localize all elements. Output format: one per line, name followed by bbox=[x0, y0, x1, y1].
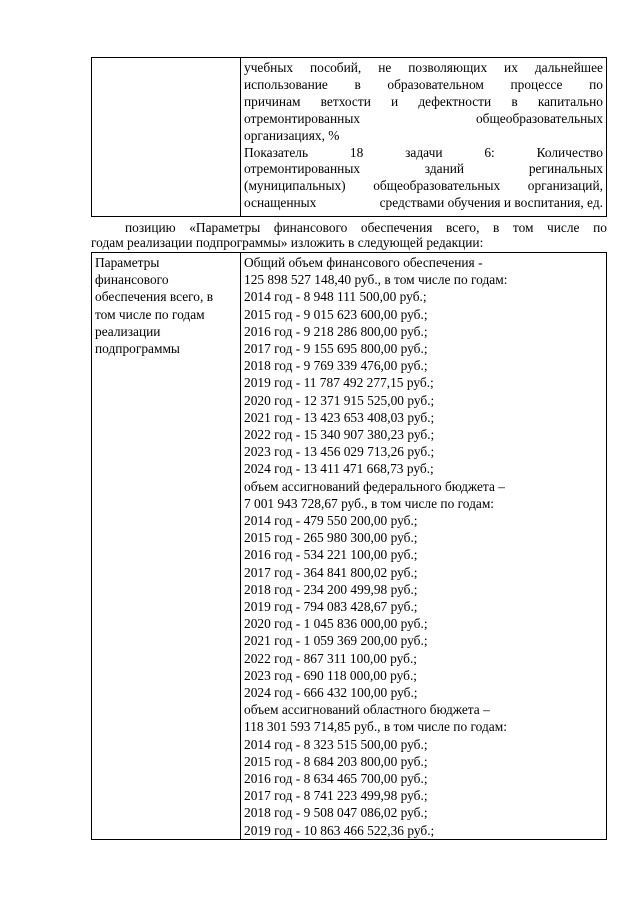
amount-line: 118 301 593 714,85 руб., в том числе по годам: bbox=[244, 719, 507, 735]
table-left-cell-empty bbox=[92, 58, 241, 216]
amount-line: 2019 год - 11 787 492 277,15 руб.; bbox=[244, 375, 434, 391]
indicator-text-line bbox=[244, 94, 603, 109]
amount-line: 2016 год - 8 634 465 700,00 руб.; bbox=[244, 771, 428, 786]
paragraph-line-1 bbox=[125, 220, 607, 235]
indicator-text-line bbox=[244, 128, 339, 143]
amount-line: объем ассигнований федерального бюджета – bbox=[244, 478, 505, 494]
amount-line: 2022 год - 15 340 907 380,23 руб.; bbox=[244, 427, 435, 442]
amount-line: 2020 год - 12 371 915 525,00 руб.; bbox=[244, 392, 435, 408]
amount-line: 2014 год - 479 550 200,00 руб.; bbox=[244, 513, 418, 528]
word: процессе bbox=[510, 76, 563, 92]
amount-line: 2020 год - 1 045 836 000,00 руб.; bbox=[244, 616, 428, 632]
word: (муниципальных) bbox=[244, 178, 346, 194]
amount-line: Общий объем финансового обеспечения - bbox=[244, 255, 483, 270]
word: дефектности bbox=[418, 93, 492, 109]
word: и bbox=[391, 93, 399, 109]
amount-line: 2018 год - 234 200 499,98 руб.; bbox=[244, 581, 418, 597]
word: общеобразовательных bbox=[373, 178, 501, 194]
table-continuation bbox=[91, 57, 607, 217]
indicator-text-line bbox=[244, 195, 603, 210]
word: регинальных bbox=[528, 161, 603, 177]
table-right-cell-amounts bbox=[241, 253, 606, 839]
word: позицию bbox=[125, 220, 176, 235]
indicator-text-line bbox=[244, 77, 603, 92]
label-line: обеспечения всего, в bbox=[95, 289, 214, 305]
word: в bbox=[354, 76, 361, 92]
label-line: подпрограммы bbox=[95, 341, 180, 356]
indicator-text-line bbox=[244, 111, 603, 126]
word: их bbox=[504, 60, 518, 75]
amount-line: 2014 год - 8 323 515 500,00 руб.; bbox=[244, 736, 428, 752]
amount-line: 2017 год - 8 741 223 499,98 руб.; bbox=[244, 788, 428, 804]
word: 6: bbox=[484, 144, 495, 160]
amount-line: 2018 год - 9 508 047 086,02 руб.; bbox=[244, 805, 428, 821]
label-line: финансового bbox=[95, 272, 169, 288]
word: отремонтированных bbox=[244, 110, 361, 126]
table-right-cell-indicators bbox=[241, 58, 606, 216]
word: задачи bbox=[405, 144, 443, 160]
indicator-text-line bbox=[244, 161, 603, 176]
amount-line: 2016 год - 9 218 286 800,00 руб.; bbox=[244, 323, 428, 339]
amount-line: 2017 год - 9 155 695 800,00 руб.; bbox=[244, 341, 428, 356]
amount-line: 2024 год - 666 432 100,00 руб.; bbox=[244, 685, 418, 700]
word: в bbox=[511, 93, 518, 109]
paragraph-line-2: годам реализации подпрограммы» изложить в следующей редакции: bbox=[91, 235, 484, 250]
indicator-text-line bbox=[244, 145, 603, 160]
word: не bbox=[378, 60, 392, 75]
word: обеспечения bbox=[360, 220, 433, 235]
word: всего, bbox=[445, 220, 480, 235]
table-financing-parameters bbox=[91, 252, 607, 840]
word: по bbox=[589, 76, 603, 92]
amount-line: 2022 год - 867 311 100,00 руб.; bbox=[244, 650, 418, 666]
word: организациях, % bbox=[244, 127, 340, 143]
amount-line: 2018 год - 9 769 339 476,00 руб.; bbox=[244, 358, 428, 374]
amount-line: 2021 год - 13 423 653 408,03 руб.; bbox=[244, 409, 435, 425]
word: Количество bbox=[536, 144, 603, 160]
word: числе bbox=[547, 220, 580, 235]
amount-line: 125 898 527 148,40 руб., в том числе по годам: bbox=[244, 272, 508, 288]
word: в bbox=[493, 220, 500, 235]
word: организаций, bbox=[527, 178, 603, 194]
amount-line: 2017 год - 364 841 800,02 руб.; bbox=[244, 564, 418, 580]
amount-line: 7 001 943 728,67 руб., в том числе по годам: bbox=[244, 495, 495, 511]
label-line: реализации bbox=[95, 323, 161, 339]
word: образовательном bbox=[387, 76, 484, 92]
amount-line: 2014 год - 8 948 111 500,00 руб.; bbox=[244, 289, 427, 305]
table-left-cell-label bbox=[92, 253, 241, 839]
amount-line: объем ассигнований областного бюджета – bbox=[244, 702, 490, 718]
word: оснащенных bbox=[244, 195, 317, 211]
word: причинам bbox=[244, 93, 301, 109]
word: по bbox=[593, 220, 607, 235]
word: капитально bbox=[537, 93, 603, 109]
indicator-text-line bbox=[244, 60, 603, 75]
amount-line: 2015 год - 9 015 623 600,00 руб.; bbox=[244, 306, 428, 322]
word: общеобразовательных bbox=[475, 110, 603, 126]
label-line: том числе по годам bbox=[95, 306, 205, 322]
word: отремонтированных bbox=[244, 161, 361, 177]
word: «Параметры bbox=[189, 220, 261, 235]
word: средствами обучения и воспитания, ед. bbox=[379, 195, 603, 211]
word: пособий, bbox=[309, 60, 362, 75]
word: финансового bbox=[273, 220, 348, 235]
word: зданий bbox=[424, 161, 465, 177]
word: дальнейшее bbox=[534, 60, 603, 75]
word: том bbox=[512, 220, 534, 235]
amount-line: 2019 год - 10 863 466 522,36 руб.; bbox=[244, 822, 435, 838]
amount-line: 2021 год - 1 059 369 200,00 руб.; bbox=[244, 633, 428, 649]
word: 18 bbox=[349, 144, 364, 160]
amount-line: 2023 год - 13 456 029 713,26 руб.; bbox=[244, 444, 435, 460]
label-line: Параметры bbox=[95, 255, 160, 270]
word: Показатель bbox=[244, 144, 309, 160]
amount-line: 2016 год - 534 221 100,00 руб.; bbox=[244, 547, 418, 563]
amount-line: 2019 год - 794 083 428,67 руб.; bbox=[244, 599, 418, 614]
word: использование bbox=[244, 76, 328, 92]
amendment-paragraph bbox=[91, 220, 607, 252]
word: ветхости bbox=[320, 93, 371, 109]
word: учебных bbox=[244, 60, 294, 75]
amount-line: 2015 год - 8 684 203 800,00 руб.; bbox=[244, 753, 428, 769]
amount-line: 2015 год - 265 980 300,00 руб.; bbox=[244, 530, 418, 546]
amount-line: 2024 год - 13 411 471 668,73 руб.; bbox=[244, 461, 434, 477]
word: позволяющих bbox=[408, 60, 488, 75]
indicator-text-line bbox=[244, 178, 603, 193]
amount-line: 2023 год - 690 118 000,00 руб.; bbox=[244, 667, 418, 683]
